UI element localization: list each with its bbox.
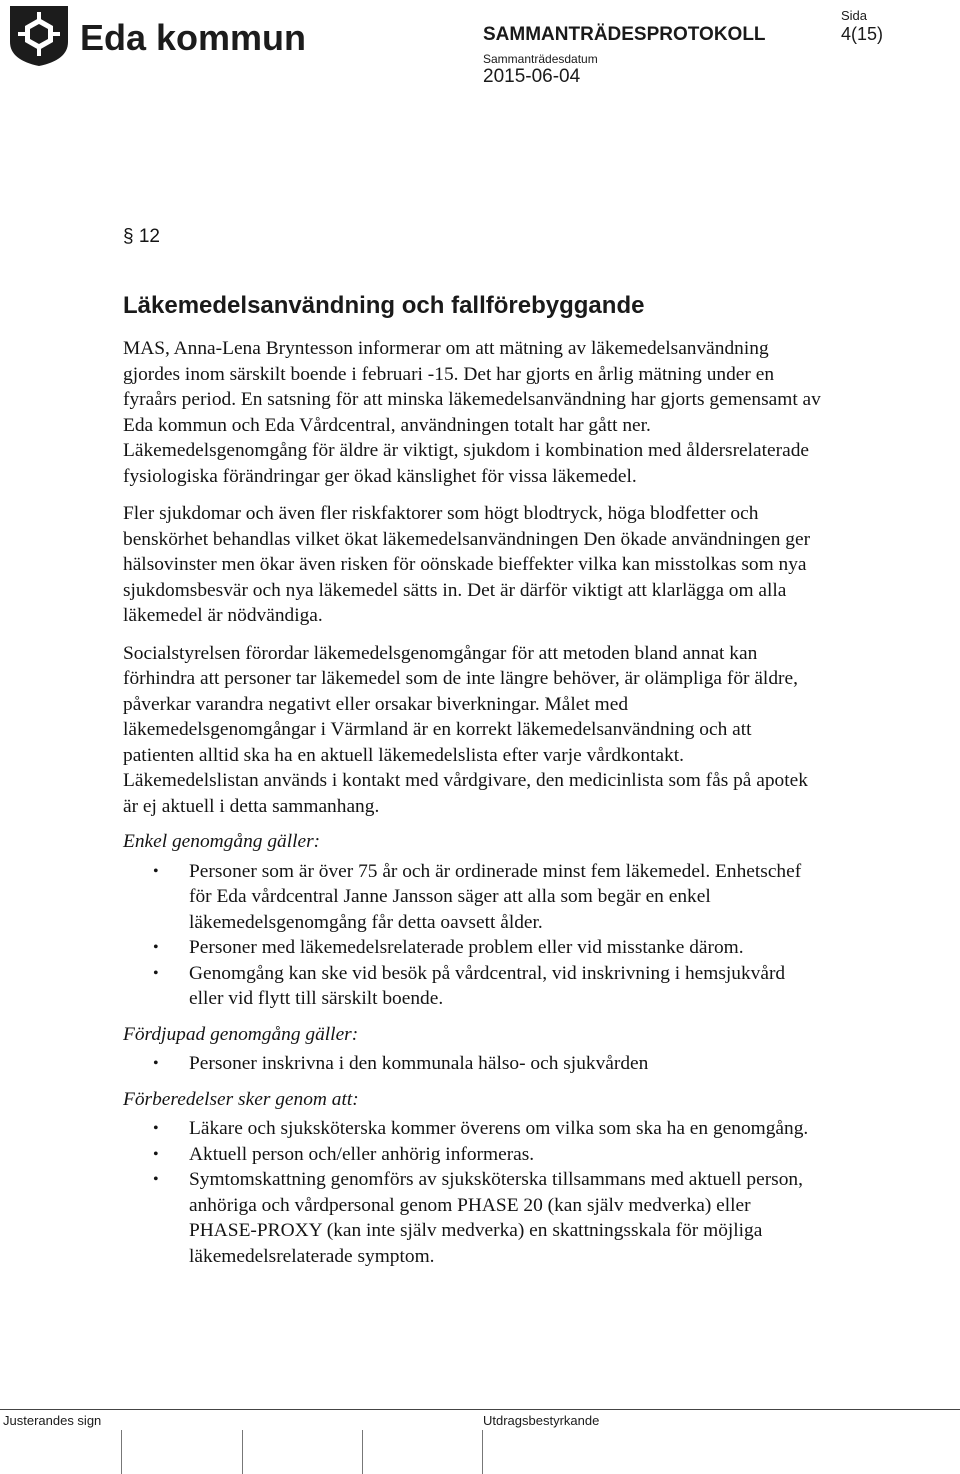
footer-divider — [0, 1409, 960, 1410]
svg-text:Eda kommun: Eda kommun — [80, 17, 307, 58]
enkel-genomgang-list — [123, 859, 823, 1012]
eda-kommun-logo — [8, 4, 308, 68]
enkel-genomgang-heading: Enkel genomgång gäller: — [123, 831, 321, 852]
list-item: • Personer som är över 75 år och är ordinerade minst fem läkemedel. Enhetschef för Eda vårdcentral Janne Jansson säger att alla som begär en enkel läkemedelsgenomgång får detta oavsett ålder. — [123, 859, 823, 936]
page-number: 4(15) — [841, 24, 884, 44]
list-item: • Personer med läkemedelsrelaterade problem eller vid misstanke därom. — [123, 935, 823, 961]
list-item: • Genomgång kan ske vid besök på vårdcentral, vid inskrivning i hemsjukvård eller vid flytt till särskilt boende. — [123, 961, 823, 1012]
meeting-date-label: Sammanträdesdatum — [483, 52, 598, 66]
list-item: • Personer inskrivna i den kommunala hälso- och sjukvården — [123, 1051, 823, 1077]
signature-box-divider — [482, 1430, 483, 1474]
list-item: • Aktuell person och/eller anhörig informeras. — [123, 1142, 823, 1168]
fordjupad-genomgang-heading: Fördjupad genomgång gäller: — [123, 1023, 359, 1045]
meeting-date: 2015-06-04 — [483, 66, 581, 87]
forberedelser-list — [123, 1116, 823, 1269]
fordjupad-genomgang-list — [123, 1051, 823, 1077]
paragraph-1: MAS, Anna-Lena Bryntesson informerar om att mätning av läkemedelsanvändning gjordes inom särskilt boende i februari -15. Det har gjorts en årlig mätning under en fyraårs period. En satsning för att minska läkemedelsanvändning har gjorts gemensamt av Eda kommun och Eda Vårdcentral, användningen totalt har gått ner. Läkemedelsgenomgång för äldre är viktigt, sjukdom i kombination med åldersrelaterade fysiologiska förändringar ger ökad känslighet för vissa läkemedel. — [123, 338, 821, 487]
signature-box-divider — [121, 1430, 122, 1474]
section-title: Läkemedelsanvändning och fallförebyggande — [123, 292, 645, 319]
signature-box-divider — [242, 1430, 243, 1474]
forberedelser-heading: Förberedelser sker genom att: — [123, 1088, 359, 1110]
paragraph-2: Fler sjukdomar och även fler riskfaktorer som högt blodtryck, höga blodfetter och benskörhet behandlas vilket ökat läkemedelsanvändningen Den ökade användningen ger hälsovinster men ökar även risken för oönskade bieffekter vilka kan misstolkas som nya sjukdomsbesvär och nya läkemedel sätts in. Det är därför viktigt att klarlägga om alla läkemedel är nödvändiga. — [123, 503, 811, 626]
paragraph-3: Socialstyrelsen förordar läkemedelsgenomgångar för att metoden bland annat kan förhindra att personer tar läkemedel som de inte längre behöver, är olämpliga för äldre, påverkar varandra negativt eller orsakar biverkningar. Målet med läkemedelsgenomgångar i Värmland är en korrekt läkemedelsanvändning och att patienten alltid ska ha en aktuell läkemedelslista efter varje vårdkontakt. Läkemedelslistan används i kontakt med vårdgivare, den medicinlista som fås på apotek är ej aktuell i detta sammanhang. — [123, 642, 808, 817]
document-type: SAMMANTRÄDESPROTOKOLL — [483, 24, 766, 45]
section-body — [123, 336, 823, 1269]
signature-box-divider — [362, 1430, 363, 1474]
section-number: § 12 — [123, 226, 160, 247]
list-item: • Symtomskattning genomförs av sjuksköterska tillsammans med aktuell person, anhöriga och vårdpersonal genom PHASE 20 (kan själv medverka) eller PHASE-PROXY (kan inte själv medverka) en skattningsskala för möjliga läkemedelsrelaterade symptom. — [123, 1167, 823, 1269]
justerandes-sign-label: Justerandes sign — [3, 1413, 102, 1428]
page-label: Sida — [841, 8, 868, 23]
utdragsbestyrkande-label: Utdragsbestyrkande — [483, 1413, 600, 1428]
list-item: • Läkare och sjuksköterska kommer överens om vilka som ska ha en genomgång. — [123, 1116, 823, 1142]
